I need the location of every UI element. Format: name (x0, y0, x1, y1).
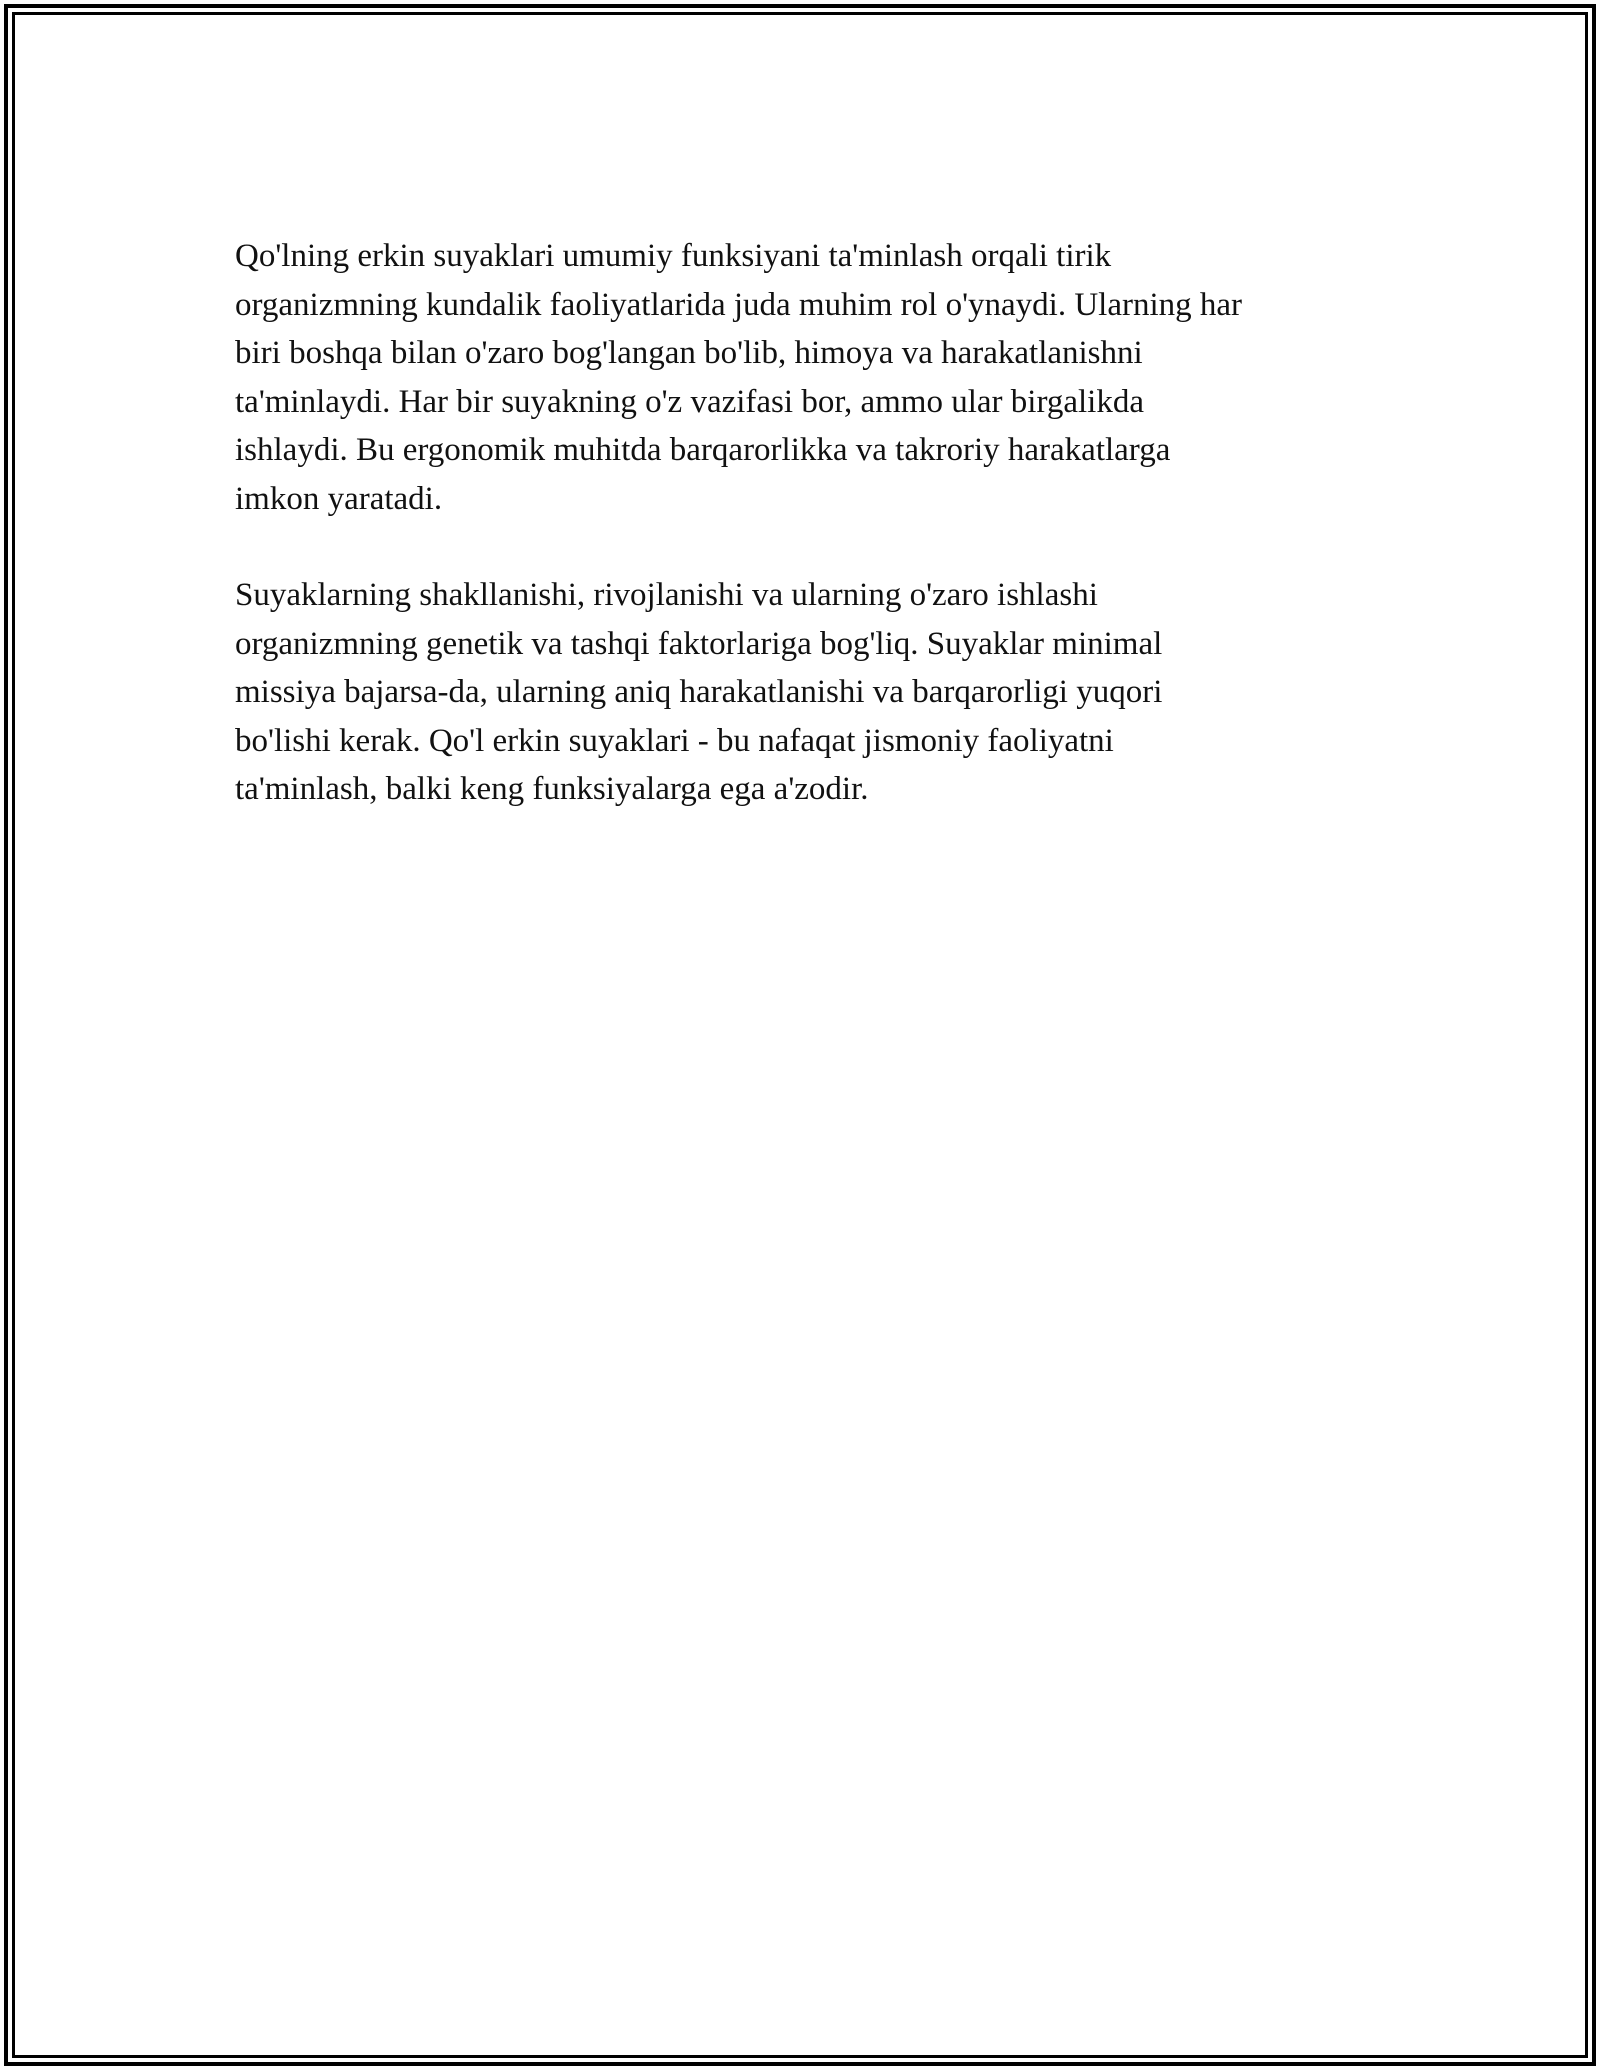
text-line: imkon yaratadi. (235, 480, 443, 517)
document-body (235, 232, 1365, 862)
text-line: Suyaklarning shakllanishi, rivojlanishi va ularning o'zaro ishlashi (235, 577, 1098, 613)
paragraph-2 (235, 571, 1365, 814)
text-line: ta'minlaydi. Har bir suyakning o'z vazifasi bor, ammo ular birgalikda (235, 383, 1144, 420)
text-line: ishlaydi. Bu ergonomik muhitda barqarorlikka va takroriy harakatlarga (235, 432, 1171, 468)
text-line: missiya bajarsa-da, ularning aniq harakatlanishi va barqarorligi yuqori (235, 674, 1163, 710)
text-line: biri boshqa bilan o'zaro bog'langan bo'lib, himoya va harakatlanishni (235, 335, 1143, 371)
text-line: ta'minlash, balki keng funksiyalarga ega a'zodir. (235, 771, 869, 807)
text-line: organizmning kundalik faoliyatlarida juda muhim rol o'ynaydi. Ularning har (235, 286, 1243, 323)
paragraph-1 (235, 232, 1365, 523)
text-line: bo'lishi kerak. Qo'l erkin suyaklari - bu nafaqat jismoniy faoliyatni (235, 722, 1114, 759)
text-line: Qo'lning erkin suyaklari umumiy funksiyani ta'minlash orqali tirik (235, 238, 1112, 274)
text-line: organizmning genetik va tashqi faktorlariga bog'liq. Suyaklar minimal (235, 625, 1163, 662)
